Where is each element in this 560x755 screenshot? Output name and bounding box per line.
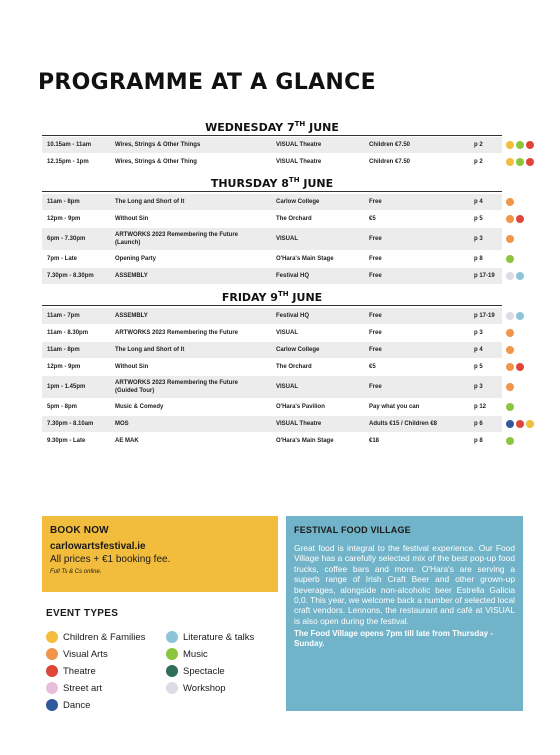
event-page: p 8 xyxy=(474,256,483,262)
event-type-dots xyxy=(506,198,514,207)
event-type-dots xyxy=(506,363,524,372)
event-row xyxy=(42,251,502,267)
legend-label: Visual Arts xyxy=(63,648,108,660)
terms-note: Full Ts & Cs online. xyxy=(50,569,102,575)
event-types-heading: EVENT TYPES xyxy=(46,608,119,619)
event-page: p 5 xyxy=(474,216,483,222)
legend-dot xyxy=(46,665,58,677)
event-title: ASSEMBLY xyxy=(115,273,148,279)
event-title: MOS xyxy=(115,421,129,427)
event-type-dot xyxy=(506,272,514,280)
event-type-dots xyxy=(506,346,514,355)
legend-dot xyxy=(46,682,58,694)
booking-fee-note: All prices + €1 booking fee. xyxy=(50,554,171,565)
event-venue: Carlow College xyxy=(276,347,320,353)
event-type-dots xyxy=(506,272,524,281)
event-row xyxy=(42,325,502,341)
event-type-dots xyxy=(506,255,514,264)
day-heading xyxy=(42,177,502,190)
event-row xyxy=(42,211,502,227)
event-time: 5pm - 8pm xyxy=(47,404,78,410)
event-type-dot xyxy=(506,329,514,337)
event-type-dots xyxy=(506,215,524,224)
event-page: p 17-19 xyxy=(474,313,495,319)
event-type-dot xyxy=(516,158,524,166)
event-page: p 12 xyxy=(474,404,487,410)
legend-dot xyxy=(46,631,58,643)
legend-item xyxy=(166,648,208,660)
book-now-panel xyxy=(42,516,278,592)
event-title: Opening Party xyxy=(115,256,157,262)
event-type-dot xyxy=(516,312,524,320)
event-time: 1pm - 1.45pm xyxy=(47,384,86,390)
event-type-dot xyxy=(506,420,514,428)
event-venue: The Orchard xyxy=(276,364,312,370)
legend-item xyxy=(166,665,225,677)
book-now-heading: BOOK NOW xyxy=(50,525,109,536)
event-page: p 4 xyxy=(474,199,483,205)
day-month: JUNE xyxy=(288,291,323,304)
event-type-dot xyxy=(506,255,514,263)
event-page: p 2 xyxy=(474,142,483,148)
event-page: p 5 xyxy=(474,364,483,370)
legend-dot xyxy=(166,648,178,660)
event-type-dot xyxy=(506,437,514,445)
event-time: 11am - 7pm xyxy=(47,313,80,319)
legend-item xyxy=(46,648,108,660)
day-month: JUNE xyxy=(305,121,339,134)
event-row xyxy=(42,268,502,284)
event-title: Music & Comedy xyxy=(115,404,164,410)
event-type-dot xyxy=(526,158,534,166)
legend-item xyxy=(166,682,226,694)
event-price: Free xyxy=(369,384,382,390)
event-price: Children €7.50 xyxy=(369,159,411,165)
legend-label: Theatre xyxy=(63,665,96,677)
event-price: Free xyxy=(369,273,382,279)
event-type-dot xyxy=(526,420,534,428)
event-time: 11am - 8pm xyxy=(47,199,80,205)
legend-dot xyxy=(166,682,178,694)
legend-label: Street art xyxy=(63,682,103,694)
event-time: 12pm - 9pm xyxy=(47,364,81,370)
event-time: 7pm - Late xyxy=(47,256,78,262)
legend-label: Literature & talks xyxy=(183,631,255,643)
event-page: p 4 xyxy=(474,347,483,353)
event-type-dots xyxy=(506,383,514,392)
event-type-dots xyxy=(506,141,534,150)
event-row xyxy=(42,137,502,153)
event-title: ARTWORKS 2023 Remembering the Future (Launch) xyxy=(115,232,239,246)
event-type-dot xyxy=(516,215,524,223)
event-type-dot xyxy=(506,215,514,223)
event-venue: O'Hara's Pavilion xyxy=(276,404,325,410)
event-page: p 3 xyxy=(474,330,483,336)
event-price: Free xyxy=(369,256,382,262)
day-ordinal: TH xyxy=(294,120,306,128)
day-divider xyxy=(42,191,502,192)
event-price: €5 xyxy=(369,216,376,222)
event-time: 11am - 8.30pm xyxy=(47,330,89,336)
day-divider xyxy=(42,135,502,136)
event-title: Wires, Strings & Other Things xyxy=(115,142,201,148)
event-type-dot xyxy=(506,141,514,149)
event-price: Free xyxy=(369,236,382,242)
event-title: The Long and Short of It xyxy=(115,347,185,353)
event-type-dot xyxy=(506,346,514,354)
event-row xyxy=(42,376,502,398)
legend-label: Dance xyxy=(63,699,91,711)
event-type-dots xyxy=(506,158,534,167)
event-page: p 3 xyxy=(474,236,483,242)
event-venue: VISUAL xyxy=(276,236,299,242)
event-page: p 8 xyxy=(474,438,483,444)
event-venue: Festival HQ xyxy=(276,313,310,319)
event-price: Free xyxy=(369,313,382,319)
legend-item xyxy=(46,699,90,711)
event-type-dot xyxy=(516,272,524,280)
event-time: 6pm - 7.30pm xyxy=(47,236,86,242)
event-row xyxy=(42,228,502,250)
event-row xyxy=(42,433,502,449)
event-page: p 2 xyxy=(474,159,483,165)
event-type-dots xyxy=(506,437,514,446)
event-title: ASSEMBLY xyxy=(115,313,148,319)
event-row xyxy=(42,416,502,432)
event-price: Children €7.50 xyxy=(369,142,411,148)
event-price: Free xyxy=(369,330,382,336)
event-price: €5 xyxy=(369,364,376,370)
event-row xyxy=(42,308,502,324)
event-venue: VISUAL xyxy=(276,384,299,390)
event-page: p 6 xyxy=(474,421,483,427)
event-time: 7.30pm - 8.10am xyxy=(47,421,94,427)
event-time: 7.30pm - 8.30pm xyxy=(47,273,94,279)
event-title: The Long and Short of It xyxy=(115,199,185,205)
event-venue: The Orchard xyxy=(276,216,312,222)
event-time: 11am - 8pm xyxy=(47,347,80,353)
event-type-dot xyxy=(506,198,514,206)
event-type-dot xyxy=(506,312,514,320)
event-type-dot xyxy=(506,363,514,371)
food-village-panel xyxy=(286,516,523,711)
day-name: FRIDAY 9 xyxy=(221,291,278,304)
event-title: ARTWORKS 2023 Remembering the Future (Guided Tour) xyxy=(115,380,239,394)
event-price: Adults €15 / Children €8 xyxy=(369,421,438,427)
day-heading xyxy=(42,121,502,134)
event-type-dot xyxy=(526,141,534,149)
event-title: Without Sin xyxy=(115,216,149,222)
event-type-dots xyxy=(506,235,514,244)
event-venue: O'Hara's Main Stage xyxy=(276,438,334,444)
day-heading xyxy=(42,291,502,304)
event-venue: VISUAL Theatre xyxy=(276,142,322,148)
event-page: p 17-19 xyxy=(474,273,495,279)
event-row xyxy=(42,194,502,210)
legend-dot xyxy=(166,665,178,677)
event-row xyxy=(42,359,502,375)
day-name: WEDNESDAY 7 xyxy=(205,121,295,134)
event-venue: Festival HQ xyxy=(276,273,310,279)
event-type-dot xyxy=(516,363,524,371)
event-time: 9.30pm - Late xyxy=(47,438,86,444)
event-title: AE MAK xyxy=(115,438,139,444)
event-title: Without Sin xyxy=(115,364,149,370)
legend-item xyxy=(166,631,254,643)
event-venue: VISUAL Theatre xyxy=(276,159,322,165)
event-type-dots xyxy=(506,420,534,429)
event-venue: O'Hara's Main Stage xyxy=(276,256,334,262)
food-village-footer: The Food Village opens 7pm till late from Thursday - Sunday. xyxy=(294,629,493,649)
legend-item xyxy=(46,631,145,643)
food-village-heading: FESTIVAL FOOD VILLAGE xyxy=(294,525,411,535)
event-type-dot xyxy=(506,158,514,166)
event-price: €18 xyxy=(369,438,380,444)
legend-dot xyxy=(46,648,58,660)
event-type-dot xyxy=(506,235,514,243)
day-month: JUNE xyxy=(299,177,334,190)
event-row xyxy=(42,342,502,358)
event-price: Pay what you can xyxy=(369,404,420,410)
legend-label: Workshop xyxy=(183,682,226,694)
event-type-dots xyxy=(506,403,514,412)
event-type-dots xyxy=(506,312,524,321)
event-type-dots xyxy=(506,329,514,338)
page-title: PROGRAMME AT A GLANCE xyxy=(38,70,376,95)
day-name: THURSDAY 8 xyxy=(210,177,289,190)
legend-item xyxy=(46,682,102,694)
day-ordinal: TH xyxy=(277,290,289,298)
legend-dot xyxy=(166,631,178,643)
booking-url-link[interactable]: carlowartsfestival.ie xyxy=(50,541,146,552)
legend-label: Music xyxy=(183,648,208,660)
event-type-dot xyxy=(506,403,514,411)
event-type-dot xyxy=(506,383,514,391)
legend-item xyxy=(46,665,96,677)
day-ordinal: TH xyxy=(288,176,300,184)
event-price: Free xyxy=(369,199,382,205)
event-row xyxy=(42,154,502,170)
day-divider xyxy=(42,305,502,306)
legend-label: Spectacle xyxy=(183,665,225,677)
event-row xyxy=(42,399,502,415)
event-title: Wires, Strings & Other Thing xyxy=(115,159,197,165)
event-title: ARTWORKS 2023 Remembering the Future xyxy=(115,330,239,336)
event-venue: Carlow College xyxy=(276,199,320,205)
event-price: Free xyxy=(369,347,382,353)
legend-dot xyxy=(46,699,58,711)
event-time: 12pm - 9pm xyxy=(47,216,81,222)
event-type-dot xyxy=(516,420,524,428)
event-page: p 3 xyxy=(474,384,483,390)
legend-label: Children & Families xyxy=(63,631,146,643)
event-venue: VISUAL Theatre xyxy=(276,421,322,427)
event-venue: VISUAL xyxy=(276,330,299,336)
food-village-body: Great food is integral to the festival experience. Our Food Village has a carefully selected mix of the best pop-up food trucks, coffee bars and more. O'Hara's are serving a superb range of Irish Craft Beer and other grown-up beverages, alongside non-alcoholic beer Estrella Galicia 0,0. This year, we welcome back a number of selected local craft vendors. Lennons, the restaurant and café at VISUAL is also open during the festival. xyxy=(294,543,515,626)
event-time: 10.15am - 11am xyxy=(47,142,92,148)
event-time: 12.15pm - 1pm xyxy=(47,159,89,165)
event-type-dot xyxy=(516,141,524,149)
